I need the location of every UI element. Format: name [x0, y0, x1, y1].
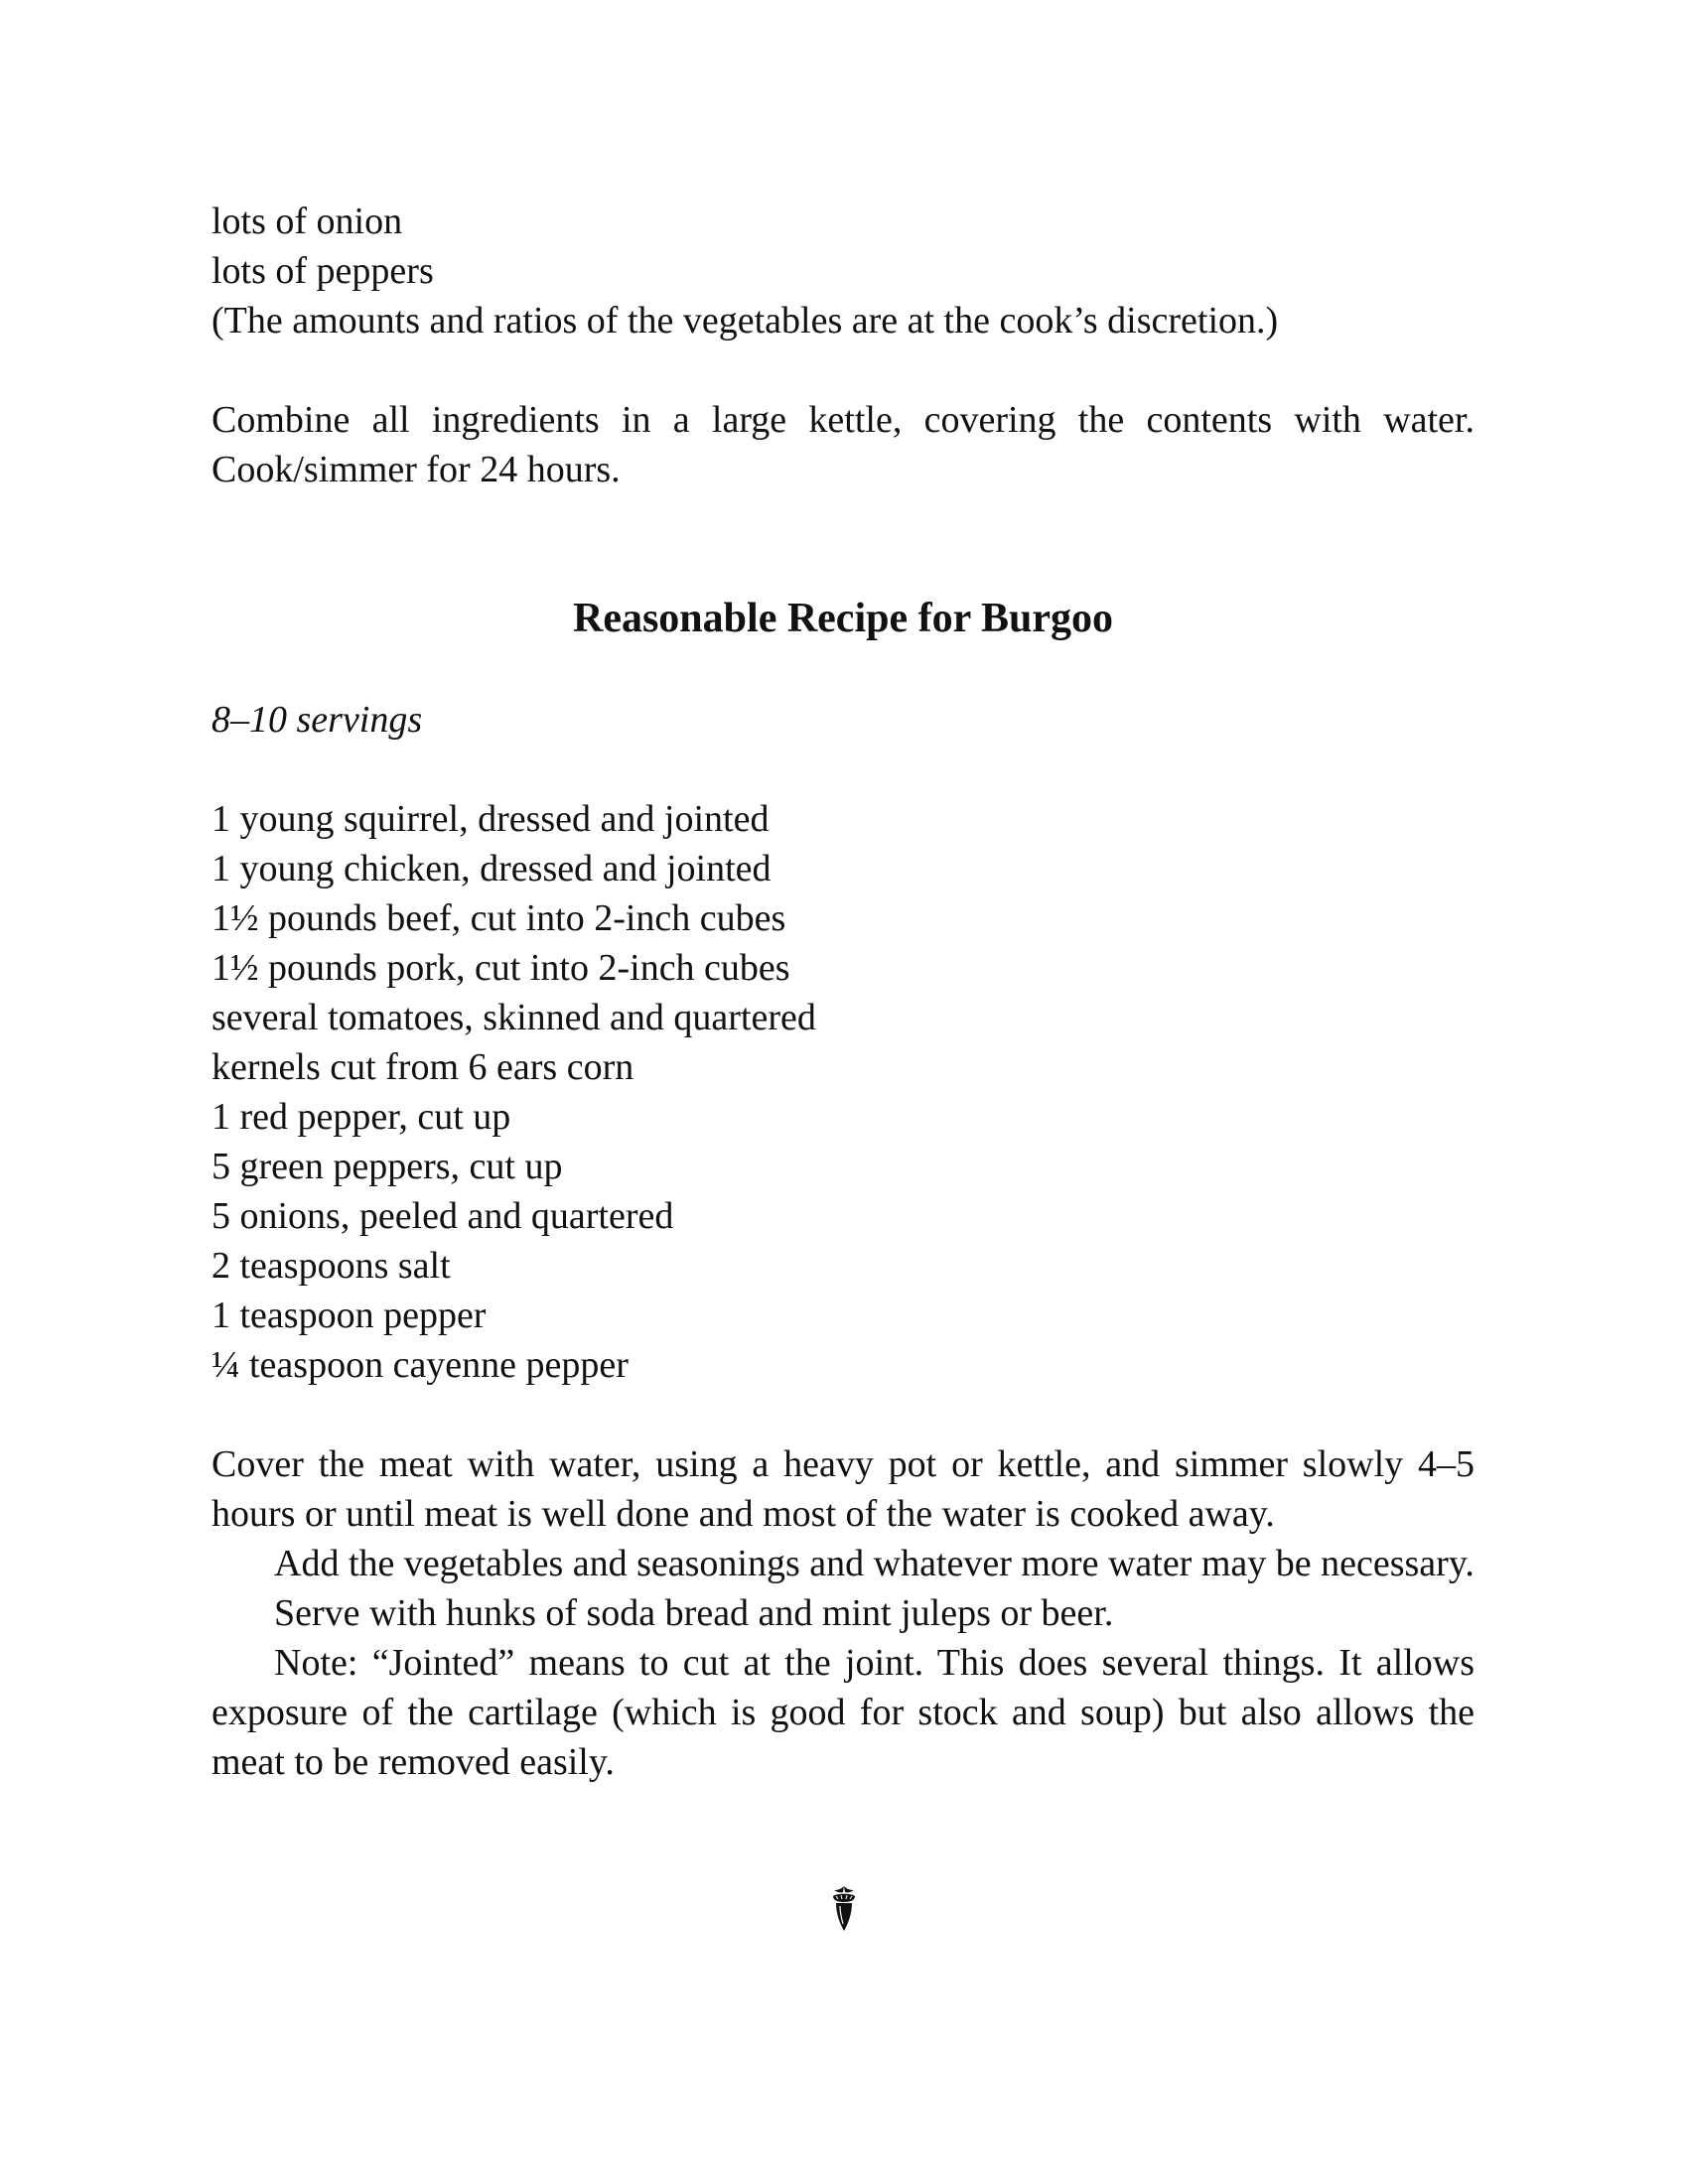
direction-paragraph: Add the vegetables and seasonings and whatever more water may be necessary.: [274, 1543, 1475, 1584]
ingredient-line: 1 young chicken, dressed and jointed: [211, 848, 772, 889]
note-line: (The amounts and ratios of the vegetables are at the cook’s discretion.): [211, 300, 1279, 341]
note-paragraph: Note: “Jointed” means to cut at the joint. This does several things. It allows exposure of the cartilage (which is good for stock and soup) but also allows the meat to be removed easily.: [211, 1642, 1475, 1783]
intro-instructions: Combine all ingredients in a large kettle, covering the contents with water. Cook/simmer for 24 hours.: [211, 399, 1475, 490]
ingredient-line: 1 young squirrel, dressed and jointed: [211, 798, 770, 840]
ingredient-line: 5 onions, peeled and quartered: [211, 1195, 674, 1237]
direction-paragraph: Serve with hunks of soda bread and mint juleps or beer.: [274, 1592, 1114, 1634]
ingredient-line: 2 teaspoons salt: [211, 1245, 451, 1287]
ingredient-line: 1 red pepper, cut up: [211, 1096, 511, 1138]
ingredient-line: lots of peppers: [211, 250, 434, 292]
ingredient-line: ¼ teaspoon cayenne pepper: [211, 1344, 629, 1386]
ingredient-line: lots of onion: [211, 201, 403, 242]
ingredient-line: 5 green peppers, cut up: [211, 1146, 563, 1187]
acorn-ornament-icon: [824, 1884, 864, 1934]
recipe-servings: 8–10 servings: [211, 699, 423, 741]
ingredient-line: kernels cut from 6 ears corn: [211, 1046, 634, 1088]
ingredient-line: 1½ pounds pork, cut into 2-inch cubes: [211, 947, 790, 989]
intro-ingredient-list: [211, 197, 1475, 345]
recipe-title: Reasonable Recipe for Burgoo: [572, 596, 1113, 641]
document-page: [211, 197, 1475, 1787]
ingredient-line: several tomatoes, skinned and quartered: [211, 997, 816, 1038]
ingredient-line: 1½ pounds beef, cut into 2-inch cubes: [211, 897, 786, 939]
direction-paragraph: Cover the meat with water, using a heavy pot or kettle, and simmer slowly 4–5 hours or until meat is well done and most of the water is cooked away.: [211, 1443, 1475, 1535]
recipe-ingredient-list: [211, 794, 1475, 1390]
recipe-directions: [211, 1439, 1475, 1787]
ingredient-line: 1 teaspoon pepper: [211, 1295, 487, 1336]
